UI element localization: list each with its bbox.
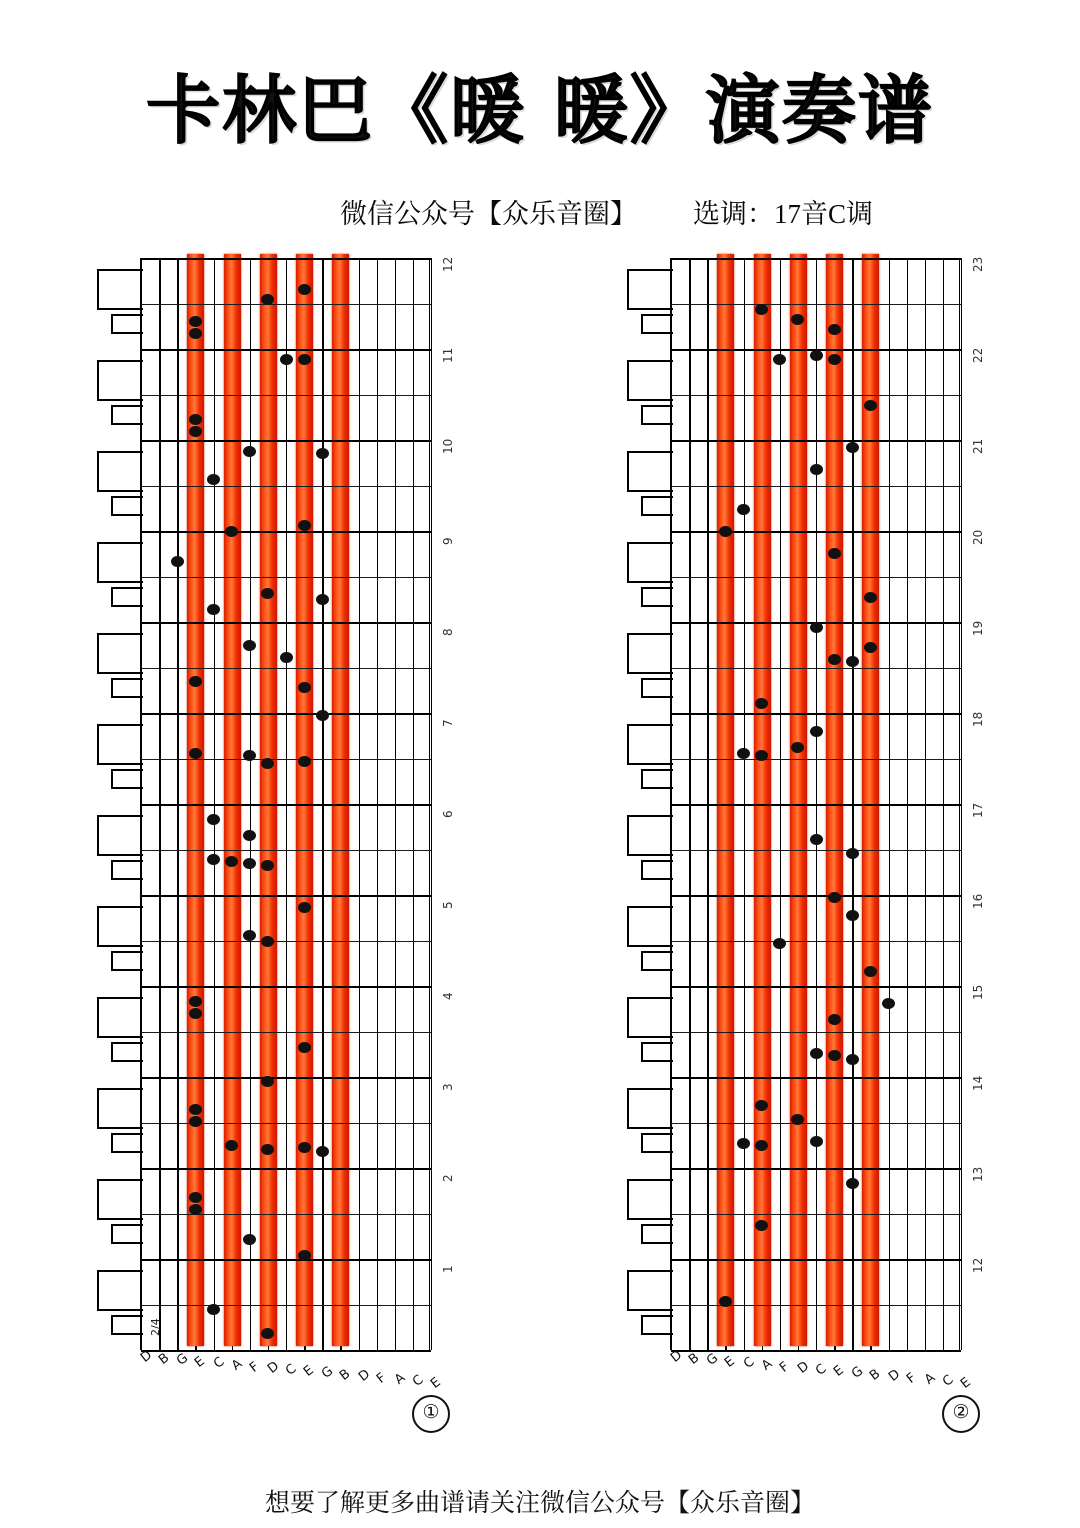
- note-dot: [243, 1234, 256, 1245]
- highlighted-tine-bar: [754, 254, 771, 1346]
- note-dot: [316, 448, 329, 459]
- rhythm-bracket: [111, 860, 143, 880]
- note-dot: [828, 1050, 841, 1061]
- measure-number: 6: [441, 810, 455, 818]
- highlighted-tine-bar: [332, 254, 349, 1346]
- rhythm-bracket: [627, 451, 673, 492]
- measure-line: [671, 1259, 961, 1261]
- rhythm-bracket: [97, 633, 143, 674]
- beat-line: [671, 759, 961, 760]
- note-dot: [773, 354, 786, 365]
- note-dot: [846, 910, 859, 921]
- note-dot: [280, 354, 293, 365]
- note-dot: [298, 1042, 311, 1053]
- rhythm-bracket: [97, 906, 143, 947]
- tine-label: F: [373, 1370, 389, 1387]
- tine-label: A: [391, 1370, 409, 1389]
- note-dot: [810, 726, 823, 737]
- rhythm-bracket: [641, 496, 673, 516]
- tablature-grid-1: [140, 256, 455, 1350]
- measure-number: 3: [441, 1083, 455, 1091]
- beat-line: [141, 759, 431, 760]
- rhythm-bracket: [627, 542, 673, 583]
- rhythm-bracket: [111, 587, 143, 607]
- rhythm-bracket: [641, 860, 673, 880]
- note-dot: [810, 1048, 823, 1059]
- tine-label: D: [355, 1367, 373, 1386]
- rhythm-bracket: [641, 405, 673, 425]
- measure-number: 8: [441, 628, 455, 636]
- measure-number: 9: [441, 537, 455, 545]
- score-panel-1: [88, 256, 455, 1392]
- measure-number: 16: [971, 893, 985, 909]
- measure-number: 20: [971, 529, 985, 545]
- measure-line: [141, 895, 431, 897]
- tine-label: D: [138, 1347, 156, 1366]
- note-dot: [243, 830, 256, 841]
- note-dot: [189, 748, 202, 759]
- note-dot: [189, 1008, 202, 1019]
- tine-labels-2: [668, 1347, 974, 1408]
- measure-number: 2: [441, 1174, 455, 1182]
- beat-line: [141, 1214, 431, 1215]
- rhythm-bracket: [111, 1042, 143, 1062]
- tine-label: C: [740, 1354, 757, 1373]
- note-dot: [298, 1142, 311, 1153]
- note-dot: [864, 642, 877, 653]
- highlighted-tine-bar: [717, 254, 734, 1346]
- page-title: 卡林巴《暖 暖》演奏谱: [146, 68, 934, 154]
- measure-number: 12: [441, 256, 455, 272]
- tine-label: E: [428, 1374, 444, 1392]
- beat-line: [141, 941, 431, 942]
- tablature-grid-2: [670, 256, 985, 1350]
- measure-line: [141, 1077, 431, 1079]
- measure-line: [671, 895, 961, 897]
- rhythm-bracket: [641, 1042, 673, 1062]
- measure-number: 19: [971, 620, 985, 636]
- note-dot: [737, 504, 750, 515]
- beat-line: [141, 668, 431, 669]
- beat-line: [141, 1032, 431, 1033]
- note-dot: [207, 604, 220, 615]
- measure-line: [671, 258, 961, 260]
- tine-label: F: [776, 1358, 792, 1376]
- beat-line: [141, 1123, 431, 1124]
- note-dot: [189, 996, 202, 1007]
- beat-line: [671, 486, 961, 487]
- rhythm-bracket: [111, 1224, 143, 1244]
- note-dot: [828, 354, 841, 365]
- rhythm-bracket: [97, 997, 143, 1038]
- measure-line: [141, 986, 431, 988]
- rhythm-bracket: [111, 951, 143, 971]
- note-dot: [846, 1178, 859, 1189]
- tine-label: F: [246, 1358, 262, 1376]
- beat-line: [671, 1032, 961, 1033]
- note-dot: [298, 1250, 311, 1261]
- measure-number: 14: [971, 1075, 985, 1091]
- measure-line: [141, 349, 431, 351]
- note-dot: [737, 1138, 750, 1149]
- beat-line: [671, 304, 961, 305]
- tine-label: E: [831, 1363, 847, 1381]
- rhythm-bracket: [627, 906, 673, 947]
- beat-line: [671, 941, 961, 942]
- tine-label: E: [301, 1363, 317, 1381]
- rhythm-bracket: [97, 269, 143, 310]
- measure-number: 1: [441, 1265, 455, 1273]
- tine-label: A: [921, 1370, 939, 1389]
- note-dot: [171, 556, 184, 567]
- rhythm-bracket: [641, 678, 673, 698]
- note-dot: [882, 998, 895, 1009]
- rhythm-bracket: [627, 1088, 673, 1129]
- tine-label: C: [939, 1372, 957, 1390]
- measure-number: 23: [971, 256, 985, 272]
- note-dot: [810, 622, 823, 633]
- measure-number: 13: [971, 1166, 985, 1182]
- tine-label: E: [958, 1374, 974, 1392]
- tine-label: E: [192, 1353, 209, 1371]
- measure-line: [141, 622, 431, 624]
- tine-line: [431, 258, 432, 1350]
- highlighted-tine-bar: [826, 254, 843, 1346]
- note-dot: [737, 748, 750, 759]
- tine-label: D: [668, 1347, 686, 1366]
- tine-labels-1: [138, 1347, 444, 1408]
- beat-line: [141, 486, 431, 487]
- rhythm-bracket: [627, 724, 673, 765]
- note-dot: [189, 1104, 202, 1115]
- note-dot: [298, 682, 311, 693]
- panel-2-number: ②: [942, 1395, 980, 1433]
- note-dot: [189, 1116, 202, 1127]
- measure-line: [141, 1259, 431, 1261]
- note-dot: [846, 656, 859, 667]
- beat-line: [671, 1123, 961, 1124]
- note-dot: [207, 814, 220, 825]
- note-dot: [828, 892, 841, 903]
- beat-line: [141, 850, 431, 851]
- tine-label: F: [903, 1370, 919, 1387]
- measure-number: 7: [441, 719, 455, 727]
- note-dot: [298, 756, 311, 767]
- note-dot: [189, 316, 202, 327]
- note-dot: [298, 284, 311, 295]
- note-dot: [298, 520, 311, 531]
- key-selection-label: 选调：17音C调: [693, 199, 874, 229]
- rhythm-bracket: [641, 314, 673, 334]
- tine-label: A: [758, 1356, 775, 1374]
- note-dot: [846, 848, 859, 859]
- measure-number: 22: [971, 347, 985, 363]
- note-dot: [846, 1054, 859, 1065]
- rhythm-bracket: [641, 951, 673, 971]
- beat-line: [141, 577, 431, 578]
- tine-label: B: [337, 1366, 354, 1384]
- rhythm-bracket: [111, 678, 143, 698]
- note-dot: [828, 548, 841, 559]
- rhythm-bracket: [641, 769, 673, 789]
- tine-label: C: [813, 1361, 830, 1379]
- tine-label: C: [283, 1361, 300, 1379]
- measure-line: [671, 804, 961, 806]
- measure-number: 17: [971, 802, 985, 818]
- note-dot: [189, 414, 202, 425]
- measure-line: [671, 1168, 961, 1170]
- measure-number: 11: [441, 347, 455, 363]
- note-dot: [864, 966, 877, 977]
- note-dot: [298, 902, 311, 913]
- footer-note: 想要了解更多曲谱请关注微信公众号【众乐音圈】: [264, 1490, 815, 1517]
- tine-label: G: [319, 1363, 337, 1382]
- tine-label: G: [849, 1363, 867, 1382]
- beat-line: [671, 577, 961, 578]
- rhythm-bracket: [627, 1179, 673, 1220]
- subtitle-row: [340, 192, 1040, 231]
- note-dot: [243, 858, 256, 869]
- rhythm-bracket: [627, 269, 673, 310]
- beat-line: [671, 395, 961, 396]
- measure-line: [671, 1077, 961, 1079]
- highlighted-tine-bar: [862, 254, 879, 1346]
- beat-line: [671, 668, 961, 669]
- tine-label: G: [704, 1350, 722, 1370]
- note-dot: [719, 526, 732, 537]
- note-dot: [189, 1192, 202, 1203]
- rhythm-bracket: [641, 1315, 673, 1335]
- note-dot: [810, 350, 823, 361]
- measure-line: [141, 440, 431, 442]
- rhythm-bracket: [627, 997, 673, 1038]
- note-dot: [828, 1014, 841, 1025]
- measure-number: 21: [971, 438, 985, 454]
- beat-line: [141, 304, 431, 305]
- note-dot: [773, 938, 786, 949]
- rhythm-bracket: [97, 1088, 143, 1129]
- time-signature-mark: 2/4: [149, 1318, 162, 1336]
- note-dot: [828, 324, 841, 335]
- rhythm-bracket: [97, 1270, 143, 1311]
- note-dot: [810, 834, 823, 845]
- note-dot: [189, 676, 202, 687]
- highlighted-tine-bar: [790, 254, 807, 1346]
- rhythm-bracket: [627, 815, 673, 856]
- rhythm-bracket: [97, 451, 143, 492]
- beat-line: [671, 1305, 961, 1306]
- tine-label: C: [409, 1372, 427, 1390]
- beat-line: [671, 1214, 961, 1215]
- highlighted-tine-bar: [260, 254, 277, 1346]
- measure-number: 5: [441, 901, 455, 909]
- rhythm-bracket: [111, 1133, 143, 1153]
- tine-label: G: [174, 1350, 192, 1370]
- measure-line: [141, 713, 431, 715]
- note-dot: [243, 640, 256, 651]
- rhythm-bracket: [111, 1315, 143, 1335]
- note-dot: [864, 592, 877, 603]
- measure-line: [671, 986, 961, 988]
- measure-line: [141, 1168, 431, 1170]
- measure-line: [671, 531, 961, 533]
- tine-label: E: [722, 1353, 739, 1371]
- tine-label: D: [794, 1359, 813, 1378]
- rhythm-bracket: [97, 360, 143, 401]
- tine-label: C: [210, 1354, 227, 1373]
- note-dot: [207, 474, 220, 485]
- note-dot: [189, 1204, 202, 1215]
- note-dot: [316, 1146, 329, 1157]
- note-dot: [298, 354, 311, 365]
- note-dot: [810, 464, 823, 475]
- note-dot: [280, 652, 293, 663]
- rhythm-bracket: [641, 1133, 673, 1153]
- rhythm-bracket: [97, 1179, 143, 1220]
- tine-label: D: [885, 1367, 903, 1386]
- note-dot: [207, 854, 220, 865]
- note-dot: [243, 446, 256, 457]
- note-dot: [846, 442, 859, 453]
- rhythm-bracket: [97, 815, 143, 856]
- note-dot: [810, 1136, 823, 1147]
- rhythm-bracket: [641, 587, 673, 607]
- measure-number: 18: [971, 711, 985, 727]
- rhythm-bracket: [627, 1270, 673, 1311]
- measure-number: 10: [441, 438, 455, 454]
- rhythm-bracket: [627, 360, 673, 401]
- rhythm-bracket: [97, 542, 143, 583]
- measure-line: [141, 258, 431, 260]
- tine-label: B: [867, 1366, 884, 1384]
- highlighted-tine-bar: [224, 254, 241, 1346]
- highlighted-tine-bar: [296, 254, 313, 1346]
- beat-line: [671, 850, 961, 851]
- measure-line: [141, 531, 431, 533]
- note-dot: [828, 654, 841, 665]
- score-panel-2: [618, 256, 985, 1392]
- tine-label: B: [156, 1350, 173, 1368]
- rhythm-bracket: [111, 496, 143, 516]
- tine-label: D: [264, 1359, 283, 1378]
- rhythm-bracket: [111, 405, 143, 425]
- beat-line: [141, 1305, 431, 1306]
- wechat-account-label: 微信公众号【众乐音圈】: [340, 199, 637, 229]
- tine-label: B: [686, 1350, 703, 1368]
- rhythm-bracket: [111, 314, 143, 334]
- note-dot: [864, 400, 877, 411]
- panel-1-number: ①: [412, 1395, 450, 1433]
- beat-line: [141, 395, 431, 396]
- note-dot: [243, 930, 256, 941]
- note-dot: [719, 1296, 732, 1307]
- measure-number: 12: [971, 1257, 985, 1273]
- rhythm-bracket: [111, 769, 143, 789]
- rhythm-bracket: [97, 724, 143, 765]
- rhythm-bracket: [627, 633, 673, 674]
- measure-line: [671, 713, 961, 715]
- tine-label: A: [228, 1356, 245, 1374]
- measure-number: 15: [971, 984, 985, 1000]
- note-dot: [316, 710, 329, 721]
- tine-line: [961, 258, 962, 1350]
- note-dot: [207, 1304, 220, 1315]
- measure-line: [141, 804, 431, 806]
- note-dot: [189, 426, 202, 437]
- rhythm-bracket: [641, 1224, 673, 1244]
- measure-number: 4: [441, 992, 455, 1000]
- note-dot: [189, 328, 202, 339]
- measure-line: [671, 440, 961, 442]
- note-dot: [316, 594, 329, 605]
